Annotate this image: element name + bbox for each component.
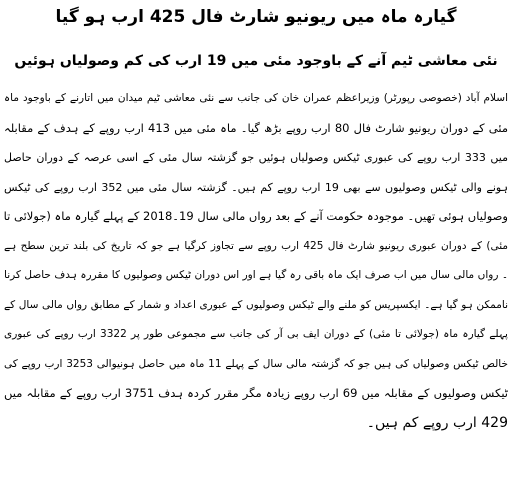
article-body [4,84,508,438]
body-line: پہلے گیارہ ماہ (جولائی تا مئی) کے دوران ایف بی آر کی جانب سے مجموعی طور پر 3322 ارب روپے کی عبوری [4,328,508,340]
headline-sub: نئی معاشی ٹیم آنے کے باوجود مئی میں 19 ارب کی کم وصولیاں ہوئیں [14,53,498,69]
body-line-last: 429 ارب روپے کم ہیں۔ [366,414,508,431]
body-line: مئی) کے دوران عبوری ریونیو شارٹ فال 425 ارب روپے سے تجاوز کرگیا ہے جو کہ تاریخ کی بلند ترین سطح ہے [4,239,508,252]
body-line: ہونے والی ٹیکس وصولیوں سے بھی 19 ارب روپے کم ہیں۔ گزشتہ سال مئی میں 352 ارب روپے کی ٹیکس [4,180,508,194]
headline-main: گیارہ ماہ میں ریونیو شارٹ فال 425 ارب ہو گیا [55,7,457,27]
body-line: وصولیاں ہوئی تھیں۔ موجودہ حکومت آنے کے بعد رواں مالی سال 19۔2018 کے پہلے گیارہ ماہ (جولائی تا [4,209,508,223]
body-line: خالص ٹیکس وصولیاں کی ہیں جو کہ گزشتہ مالی سال کے پہلے 11 ماہ میں حاصل ہونیوالی 3253 ارب روپے کی [4,357,508,370]
body-line: ٹیکس وصولیوں کے مقابلہ میں 69 ارب روپے زیادہ مگر مقرر کردہ ہدف 3751 ارب روپے کے مقابلہ میں [4,386,508,400]
body-line: ناممکن ہو گیا ہے۔ ایکسپریس کو ملنے والے ٹیکس وصولیوں کے عبوری اعداد و شمار کے مطابق رواں مالی سال کے [4,298,508,311]
body-line: میں 333 ارب روپے کی عبوری ٹیکس وصولیاں ہوئیں جو گزشتہ سال مئی کے اسی عرصہ کے دوران حاصل [4,151,508,164]
body-line: مئی کے دوران ریونیو شارٹ فال 80 ارب روپے بڑھ گیا۔ ماہ مئی میں 413 ارب روپے کے ہدف کے مقابلہ [4,120,508,135]
body-line: ۔ رواں مالی سال میں اب صرف ایک ماہ باقی رہ گیا ہے اور اس دوران ٹیکس وصولیوں کا مقررہ ہدف حاصل کرنا [4,269,508,281]
body-line: اسلام آباد (خصوصی رپورٹر) وزیراعظم عمران خان کی جانب سے نئی معاشی ٹیم میدان میں اتارنے کے باوجود ماہ [4,92,508,104]
